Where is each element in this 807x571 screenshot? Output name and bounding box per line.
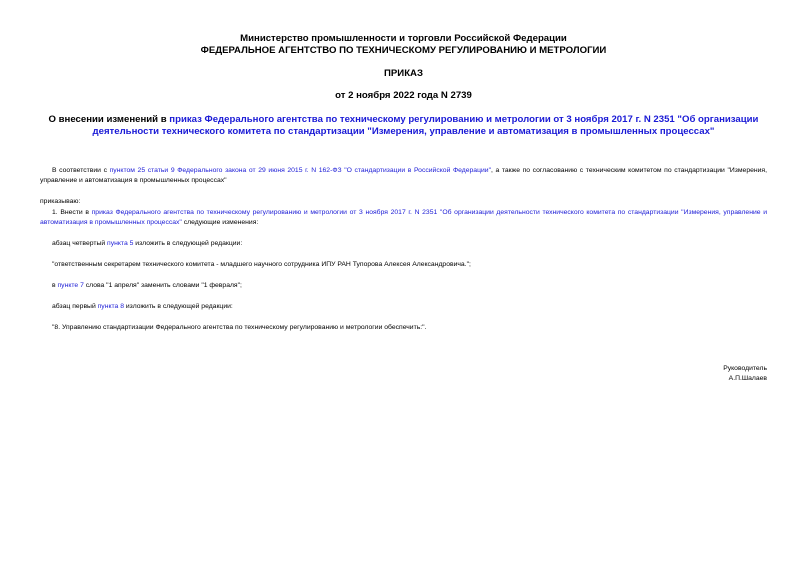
change-2-paragraph (40, 281, 767, 291)
signature-position: Руководитель (723, 365, 767, 372)
title-order-link[interactable]: приказ Федерального агентства по техническому регулированию и метрологии от 3 ноября 2017 г. N 2351 "Об организации деятельности технического комитета по стандартизации "Измерения, управление и автоматизация в промышленных процессах" (92, 114, 759, 137)
change-3-text-1: абзац первый (52, 303, 98, 310)
agency-name: ФЕДЕРАЛЬНОЕ АГЕНТСТВО ПО ТЕХНИЧЕСКОМУ РЕГУЛИРОВАНИЮ И МЕТРОЛОГИИ (200, 45, 607, 56)
preamble-text-2: , а также по согласованию с техническим комитетом по стандартизации "Измерения, управление и автоматизация в промышленных процессах" (40, 167, 768, 184)
title-prefix: О внесении изменений в (48, 114, 170, 125)
document-title (40, 114, 767, 138)
federal-law-link[interactable]: пунктом 25 статьи 9 Федерального закона от 29 июня 2015 г. N 162-ФЗ "О стандартизации в Российской Федерации" (109, 167, 491, 174)
signature-name: А.П.Шалаев (728, 375, 767, 382)
preamble-text-1: В соответствии с (52, 167, 110, 174)
point-5-link[interactable]: пункта 5 (107, 240, 134, 247)
change-1-paragraph (40, 239, 767, 249)
change-1-text-2: изложить в следующей редакции: (133, 240, 243, 247)
item-1-text-1: 1. Внести в (52, 209, 92, 216)
change-2-text-1: в (52, 282, 58, 289)
document-type: ПРИКАЗ (384, 68, 423, 79)
change-2-text-2: слова "1 апреля" заменить словами "1 февраля"; (83, 282, 242, 289)
order-word: приказываю: (40, 198, 81, 205)
change-3-paragraph (40, 302, 767, 312)
point-8-link[interactable]: пункта 8 (97, 303, 124, 310)
quote-1-paragraph: "ответственным секретарем технического комитета - младшего научного сотрудника ИПУ РАН Тупорова Алексея Александровича."; (52, 261, 471, 268)
item-1-text-2: следующие изменения: (181, 219, 259, 226)
preamble-paragraph (40, 166, 767, 186)
item-1-order-link[interactable]: приказ Федерального агентства по техническому регулированию и метрологии от 3 ноября 2017 г. N 2351 "Об организации деятельности технического комитета по стандартизации "Измерения, управление и автоматизация в промышленных процессах" (40, 209, 767, 226)
point-7-link[interactable]: пункте 7 (57, 282, 84, 289)
quote-2-paragraph: "8. Управлению стандартизации Федерального агентства по техническому регулированию и метрологии обеспечить:". (52, 324, 427, 331)
change-3-text-2: изложить в следующей редакции: (124, 303, 233, 310)
item-1-paragraph (40, 208, 767, 228)
ministry-name: Министерство промышленности и торговли Российской Федерации (240, 33, 567, 44)
change-1-text-1: абзац четвертый (52, 240, 108, 247)
document-date-number: от 2 ноября 2022 года N 2739 (335, 90, 472, 101)
